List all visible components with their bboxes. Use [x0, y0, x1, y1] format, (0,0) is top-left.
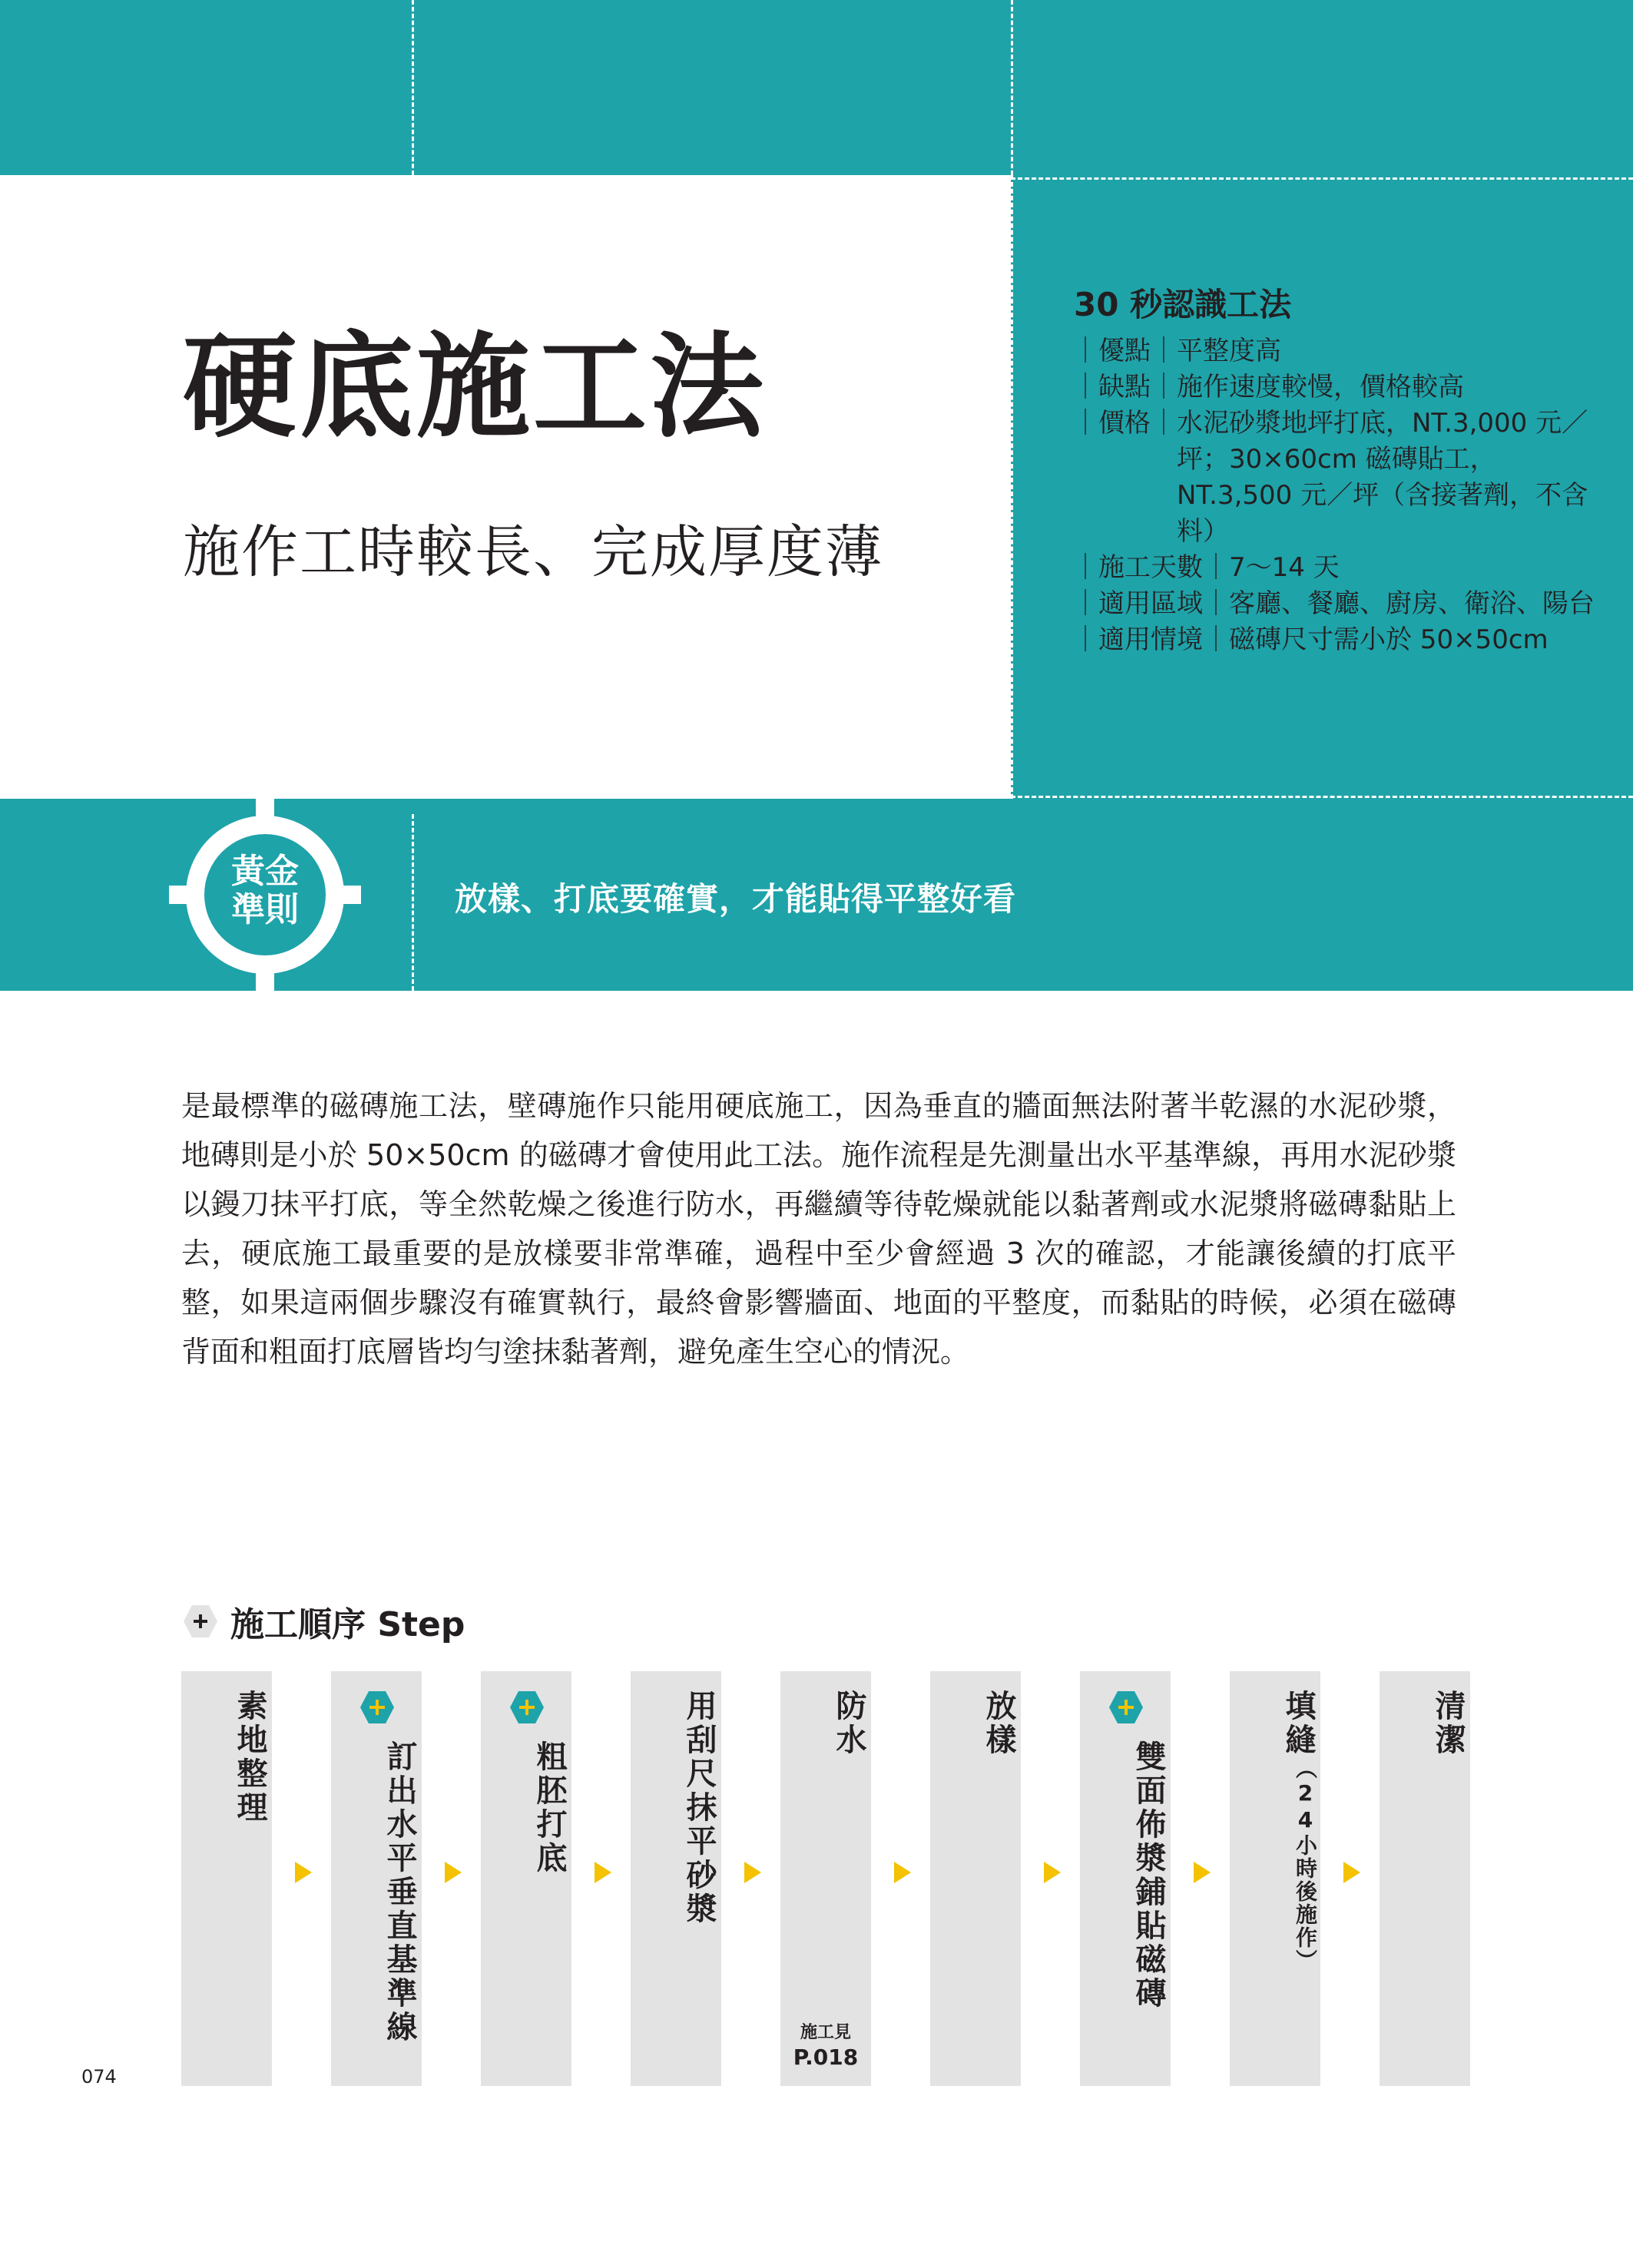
- plus-hexagon-icon: [183, 1604, 218, 1639]
- steps-heading: [183, 1601, 465, 1644]
- info-label: ｜缺點｜: [1072, 372, 1177, 402]
- plus-hexagon-icon: [509, 1690, 545, 1725]
- page-reference-label: 施工見: [800, 2023, 851, 2042]
- arrow-right-icon: [744, 1862, 761, 1883]
- badge-line: 黃金: [231, 852, 299, 891]
- plus-hexagon-icon: [1108, 1690, 1144, 1725]
- info-row: [1072, 586, 1595, 622]
- info-value: 7～14 天: [1229, 552, 1340, 583]
- info-label: ｜優點｜: [1072, 336, 1177, 366]
- page-subtitle: 施作工時較長、完成厚度薄: [183, 519, 883, 585]
- info-row: [1072, 333, 1595, 369]
- body-paragraph: 是最標準的磁磚施工法，壁磚施作只能用硬底施工，因為垂直的牆面無法附著半乾濕的水泥砂漿，地磚則是小於 50×50cm 的磁磚才會使用此工法。施作流程是先測量出水平基準線，再用水泥砂漿以鏝刀抹平打底，等全然乾燥之後進行防水，再繼續等待乾燥就能以黏著劑或水泥漿將磁磚黏貼上去，硬底施工最重要的是放樣要非常準確，過程中至少會經過 3 次的確認，才能讓後續的打底平整，如果這兩個步驟沒有確實執行，最終會影響牆面、地面的平整度，而黏貼的時候，必須在磁磚背面和粗面打底層皆均勻塗抹黏著劑，避免產生空心的情況。: [181, 1089, 1456, 1369]
- info-label: ｜施工天數｜: [1072, 552, 1229, 583]
- step-label: 訂出水平垂直基準線: [382, 1740, 417, 2045]
- info-title: 30 秒認識工法: [1074, 286, 1292, 323]
- step-label: [1230, 1690, 1320, 1972]
- divider: [412, 0, 414, 175]
- info-row: [1072, 622, 1595, 658]
- info-label: ｜適用區域｜: [1072, 588, 1229, 619]
- step-item: [181, 1671, 272, 2086]
- plus-hexagon-icon: [359, 1690, 395, 1725]
- step-item: [1380, 1671, 1470, 2086]
- info-label: ｜價格｜: [1072, 408, 1177, 439]
- arrow-right-icon: [1044, 1862, 1061, 1883]
- badge-line: 準則: [231, 890, 299, 929]
- step-label: 用刮尺抹平砂漿: [681, 1690, 717, 1926]
- info-value: 客廳、餐廳、廚房、衛浴、陽台: [1229, 588, 1595, 619]
- info-row: [1072, 550, 1595, 586]
- page-reference-page: P.018: [793, 2045, 859, 2070]
- top-band: [0, 0, 1633, 175]
- info-value: 平整度高: [1177, 336, 1281, 366]
- divider: [412, 814, 414, 991]
- info-row: [1072, 406, 1595, 550]
- step-item: [481, 1671, 571, 2086]
- arrow-right-icon: [595, 1862, 611, 1883]
- divider: [1011, 175, 1013, 799]
- page-title: 硬底施工法: [183, 321, 767, 453]
- divider: [1011, 796, 1633, 798]
- step-label-note: （24小時後施作）: [1293, 1757, 1318, 1972]
- step-item: [631, 1671, 721, 2086]
- arrow-right-icon: [894, 1862, 911, 1883]
- golden-rule-badge: [221, 853, 309, 929]
- step-label: 粗胚打底: [532, 1740, 567, 1876]
- divider: [1011, 177, 1633, 180]
- arrow-right-icon: [1194, 1862, 1211, 1883]
- arrow-right-icon: [1343, 1862, 1360, 1883]
- step-label: 雙面佈漿鋪貼磁磚: [1131, 1740, 1166, 2011]
- info-value: 施作速度較慢，價格較高: [1177, 372, 1464, 402]
- arrow-right-icon: [445, 1862, 462, 1883]
- divider: [1011, 0, 1013, 175]
- info-value: 水泥砂漿地坪打底，NT.3,000 元／坪；30×60cm 磁磚貼工，NT.3,500 元／坪（含接著劑，不含料）: [1177, 408, 1588, 547]
- step-label: 清潔: [1430, 1690, 1466, 1757]
- step-label: 防水: [831, 1690, 866, 1757]
- info-label: ｜適用情境｜: [1072, 624, 1229, 655]
- info-row: [1072, 369, 1595, 406]
- step-item: [331, 1671, 422, 2086]
- step-item: [780, 1671, 871, 2086]
- info-value: 磁磚尺寸需小於 50×50cm: [1229, 624, 1549, 655]
- step-label: 素地整理: [232, 1690, 267, 1825]
- step-item: [1230, 1671, 1320, 2086]
- page-reference: [780, 2021, 871, 2071]
- step-label: 放樣: [981, 1690, 1016, 1757]
- step-item: [1080, 1671, 1171, 2086]
- arrow-right-icon: [295, 1862, 312, 1883]
- info-list: [1072, 333, 1595, 658]
- page-number: 074: [81, 2066, 117, 2088]
- steps-heading-text: 施工順序 Step: [230, 1605, 465, 1644]
- step-label-main: 填縫: [1280, 1690, 1316, 1757]
- golden-rule-text: 放樣、打底要確實，才能貼得平整好看: [455, 880, 1017, 918]
- step-item: [930, 1671, 1021, 2086]
